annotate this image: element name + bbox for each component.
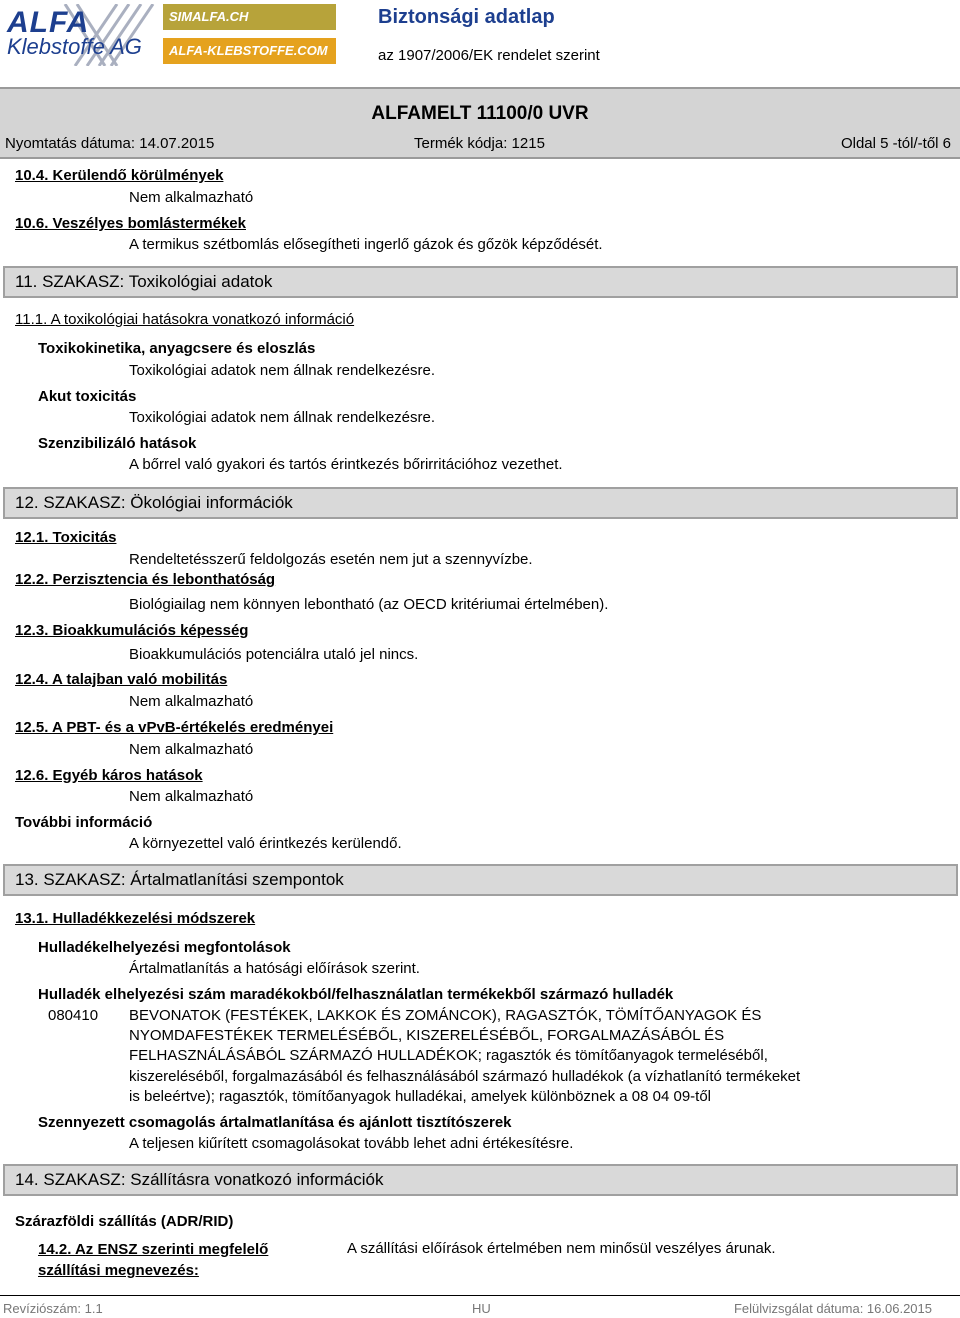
waste-code: 080410 [48, 1007, 99, 1024]
section-14-title: 14. SZAKASZ: Szállításra vonatkozó információk [15, 1170, 384, 1189]
text-12-4: Nem alkalmazható [129, 693, 254, 710]
subheading-land-transport: Szárazföldi szállítás (ADR/RID) [15, 1213, 234, 1230]
footer-divider [0, 1295, 960, 1296]
text-12-5: Nem alkalmazható [129, 741, 254, 758]
heading-13-1: 13.1. Hulladékkezelési módszerek [15, 910, 256, 927]
text-12-2: Biológiailag nem könnyen lebontható (az OECD kritériumai értelmében). [129, 596, 609, 613]
text-10-6: A termikus szétbomlás elősegítheti ingerlő gázok és gőzök képződését. [129, 236, 603, 253]
logo-line2: Klebstoffe AG [7, 34, 142, 59]
heading-14-2-line2: szállítási megnevezés: [38, 1262, 199, 1279]
text-12-3: Bioakkumulációs potenciálra utaló jel nincs. [129, 646, 419, 663]
heading-12-5: 12.5. A PBT- és a vPvB-értékelés eredményei [15, 719, 334, 736]
heading-12-2: 12.2. Perzisztencia és lebonthatóság [15, 571, 276, 588]
waste-code-desc-line: BEVONATOK (FESTÉKEK, LAKKOK ÉS ZOMÁNCOK), RAGASZTÓK, TÖMÍTŐANYAGOK ÉS [129, 1007, 762, 1024]
subheading-contaminated-packaging: Szennyezett csomagolás ártalmatlanítása és ajánlott tisztítószerek [38, 1114, 512, 1131]
text-acute-toxicity: Toxikológiai adatok nem állnak rendelkezésre. [129, 409, 436, 426]
text-waste-disposal: Ártalmatlanítás a hatósági előírások szerint. [129, 960, 420, 977]
text-10-4: Nem alkalmazható [129, 189, 254, 206]
header-bar [0, 87, 960, 159]
company-logo [5, 4, 155, 66]
subheading-acute-toxicity: Akut toxicitás [38, 388, 137, 405]
product-name: ALFAMELT 11100/0 UVR [371, 103, 589, 124]
waste-code-desc-line: FELHASZNÁLÁSÁBÓL SZÁRMAZÓ HULLADÉKOK; ragasztók és tömítőanyagok termeléséből, [129, 1047, 768, 1064]
regulation-text: az 1907/2006/EK rendelet szerint [378, 47, 600, 64]
section-13-title: 13. SZAKASZ: Ártalmatlanítási szempontok [15, 870, 344, 889]
language-code: HU [472, 1301, 491, 1316]
text-12-1: Rendeltetésszerű feldolgozás esetén nem jut a szennyvízbe. [129, 551, 533, 568]
heading-further-info: További információ [15, 814, 153, 831]
subheading-waste-code: Hulladék elhelyezési szám maradékokból/felhasználatlan termékekből származó hulladék [38, 986, 674, 1003]
section-14-bar [3, 1164, 958, 1196]
text-contaminated-packaging: A teljesen kiűrített csomagolásokat tovább lehet adni értékesítésre. [129, 1135, 574, 1152]
waste-code-desc-line: kiszereléséből, forgalmazásából és felhasználásából származó hulladékok (a vízhatlanító termékeket [129, 1068, 801, 1085]
section-11-bar [3, 266, 958, 298]
heading-12-6: 12.6. Egyéb káros hatások [15, 767, 203, 784]
heading-12-4: 12.4. A talajban való mobilitás [15, 671, 228, 688]
heading-12-1: 12.1. Toxicitás [15, 529, 117, 546]
text-12-6: Nem alkalmazható [129, 788, 254, 805]
text-14-2: A szállítási előírások értelmében nem minősül veszélyes árunak. [347, 1240, 776, 1257]
heading-14-2-line1: 14.2. Az ENSZ szerinti megfelelő [38, 1241, 269, 1258]
subheading-toxicokinetics: Toxikokinetika, anyagcsere és eloszlás [38, 340, 316, 357]
section-12-bar [3, 487, 958, 519]
logo-line1: ALFA [7, 6, 90, 39]
print-date: Nyomtatás dátuma: 14.07.2015 [5, 135, 215, 152]
website-tag-alfa: ALFA-KLEBSTOFFE.COM [163, 38, 336, 64]
subheading-waste-disposal: Hulladékelhelyezési megfontolások [38, 939, 291, 956]
section-12-title: 12. SZAKASZ: Ökológiai információk [15, 493, 293, 512]
section-13-bar [3, 864, 958, 896]
heading-10-4: 10.4. Kerülendő körülmények [15, 167, 224, 184]
product-code: Termék kódja: 1215 [414, 135, 545, 152]
text-further-info: A környezettel való érintkezés kerülendő. [129, 835, 402, 852]
page-number: Oldal 5 -tól/-től 6 [840, 135, 951, 152]
text-toxicokinetics: Toxikológiai adatok nem állnak rendelkezésre. [129, 362, 436, 379]
subheading-sensitization: Szenzibilizáló hatások [38, 435, 197, 452]
waste-code-desc-line: NYOMDAFESTÉKEK TERMELÉSÉBŐL, KISZERELÉSÉBŐL, FORGALMAZÁSÁBÓL ÉS [129, 1027, 725, 1044]
section-11-title: 11. SZAKASZ: Toxikológiai adatok [15, 272, 273, 291]
document-title: Biztonsági adatlap [378, 6, 555, 28]
heading-10-6: 10.6. Veszélyes bomlástermékek [15, 215, 246, 232]
website-tag-simalfa: SIMALFA.CH [163, 4, 336, 30]
waste-code-desc-line: is beleértve); ragasztók, tömítőanyagok hulladékai, amelyek különböznek a 08 04 09-től [129, 1088, 712, 1105]
heading-12-3: 12.3. Bioakkumulációs képesség [15, 622, 249, 639]
revision-number: Revíziószám: 1.1 [3, 1301, 103, 1316]
heading-11-1: 11.1. A toxikológiai hatásokra vonatkozó információ [15, 311, 355, 328]
text-sensitization: A bőrrel való gyakori és tartós érintkezés bőrirritációhoz vezethet. [129, 456, 563, 473]
review-date: Felülvizsgálat dátuma: 16.06.2015 [733, 1301, 932, 1316]
